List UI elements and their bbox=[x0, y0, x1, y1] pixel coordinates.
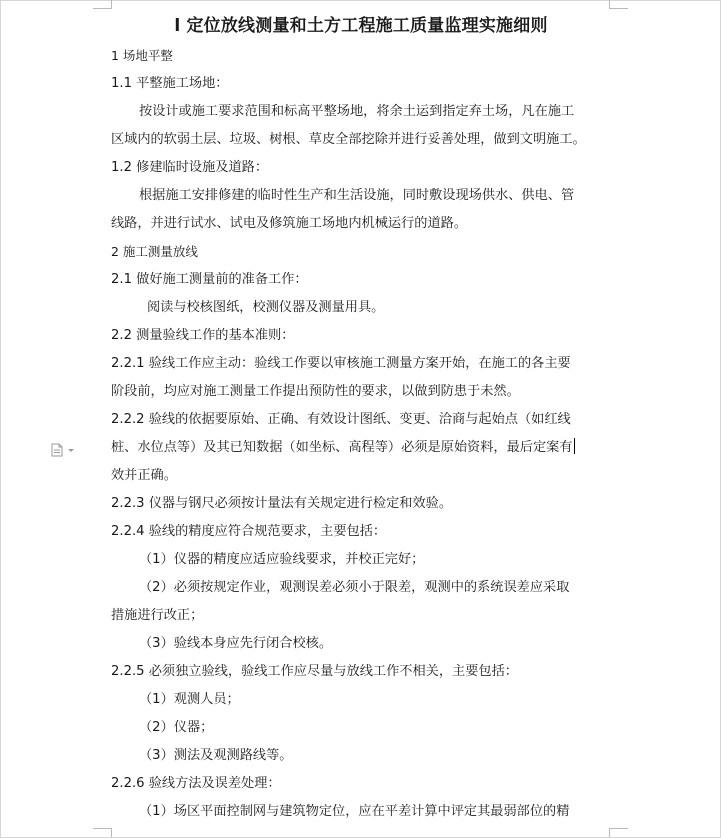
text-line bbox=[111, 350, 611, 378]
text-line bbox=[111, 294, 611, 322]
text-line bbox=[111, 42, 611, 70]
crop-mark-top-right bbox=[609, 0, 628, 9]
text-line bbox=[111, 406, 611, 434]
text-line bbox=[111, 238, 611, 266]
text-line-content: 2.2.2 验线的依据要原始、正确、有效设计图纸、变更、洽商与起始点（如红线 bbox=[111, 412, 571, 427]
text-line bbox=[111, 686, 611, 714]
text-line-content: 2.1 做好施工测量前的准备工作： bbox=[111, 272, 308, 287]
crop-mark-top-left bbox=[93, 0, 112, 9]
text-line-content: 2.2.4 验线的精度应符合规范要求，主要包括： bbox=[111, 524, 387, 539]
text-line-content: 阶段前，均应对施工测量工作提出预防性的要求，以做到防患于未然。 bbox=[111, 384, 520, 399]
text-line bbox=[111, 98, 611, 126]
text-line-content: 2.2.3 仪器与钢尺必须按计量法有关规定进行检定和效验。 bbox=[111, 496, 453, 511]
document-lines bbox=[111, 42, 611, 826]
text-line-content: 1.1 平整施工场地： bbox=[111, 76, 229, 91]
text-line bbox=[111, 518, 611, 546]
document-body[interactable] bbox=[111, 10, 611, 826]
text-line-content: 阅读与校核图纸，校测仪器及测量用具。 bbox=[147, 300, 385, 315]
crop-mark-bottom-left bbox=[93, 828, 112, 837]
text-line bbox=[111, 266, 611, 294]
text-cursor bbox=[574, 438, 575, 454]
text-line bbox=[111, 378, 611, 406]
text-line bbox=[111, 658, 611, 686]
text-line-content: 2 施工测量放线 bbox=[111, 244, 198, 259]
text-line bbox=[111, 574, 611, 602]
text-line bbox=[111, 462, 611, 490]
text-line-content: 1.2 修建临时设施及道路： bbox=[111, 160, 269, 175]
text-line bbox=[111, 154, 611, 182]
text-line bbox=[111, 630, 611, 658]
text-line bbox=[111, 322, 611, 350]
text-line-content: 2.2.6 验线方法及误差处理： bbox=[111, 776, 281, 791]
text-line-content: 2.2.1 验线工作应主动：验线工作要以审核施工测量方案开始，在施工的各主要 bbox=[111, 356, 571, 371]
text-line-content: （1）仪器的精度应适应验线要求，并校正完好； bbox=[139, 552, 425, 567]
text-line bbox=[111, 434, 611, 462]
text-line-content: 根据施工安排修建的临时性生产和生活设施，同时敷设现场供水、供电、管 bbox=[139, 188, 575, 203]
text-line-content: （3）测法及观测路线等。 bbox=[139, 748, 293, 763]
text-line-content: 线路，并进行试水、试电及修筑施工场地内机械运行的道路。 bbox=[111, 216, 468, 231]
text-line bbox=[111, 126, 611, 154]
text-line bbox=[111, 602, 611, 630]
text-line bbox=[111, 714, 611, 742]
text-line bbox=[111, 770, 611, 798]
text-line-content: 效并正确。 bbox=[111, 468, 177, 483]
text-line-content: 1 场地平整 bbox=[111, 48, 173, 63]
text-line-content: 区域内的软弱土层、垃圾、树根、草皮全部挖除并进行妥善处理，做到文明施工。 bbox=[111, 132, 586, 147]
text-line bbox=[111, 490, 611, 518]
crop-mark-bottom-right bbox=[609, 828, 628, 837]
text-line bbox=[111, 742, 611, 770]
text-line-content: （3）验线本身应先行闭合校核。 bbox=[139, 636, 333, 651]
document-options-icon[interactable] bbox=[50, 442, 78, 456]
document-title: l 定位放线测量和土方工程施工质量监理实施细则 bbox=[174, 16, 548, 36]
text-line-content: （2）仪器； bbox=[139, 720, 214, 735]
text-line-content: 按设计或施工要求范围和标高平整场地，将余土运到指定弃土场，凡在施工 bbox=[139, 104, 575, 119]
text-line-content: 2.2.5 必须独立验线，验线工作应尽量与放线工作不相关，主要包括： bbox=[111, 664, 518, 679]
text-line-content: （2）必须按规定作业，观测误差必须小于限差，观测中的系统误差应采取 bbox=[139, 580, 570, 595]
text-line-content: 2.2 测量验线工作的基本准则： bbox=[111, 328, 295, 343]
text-line-content: 措施进行改正； bbox=[111, 608, 204, 623]
text-line bbox=[111, 798, 611, 826]
text-line-content: 桩、水位点等）及其已知数据（如坐标、高程等）必须是原始资料，最后定案有 bbox=[111, 440, 573, 455]
text-line bbox=[111, 70, 611, 98]
text-line bbox=[111, 210, 611, 238]
text-line-content: （1）观测人员； bbox=[139, 692, 240, 707]
text-line bbox=[111, 546, 611, 574]
text-line-content: （1）场区平面控制网与建筑物定位，应在平差计算中评定其最弱部位的精 bbox=[139, 804, 570, 819]
text-line bbox=[111, 182, 611, 210]
